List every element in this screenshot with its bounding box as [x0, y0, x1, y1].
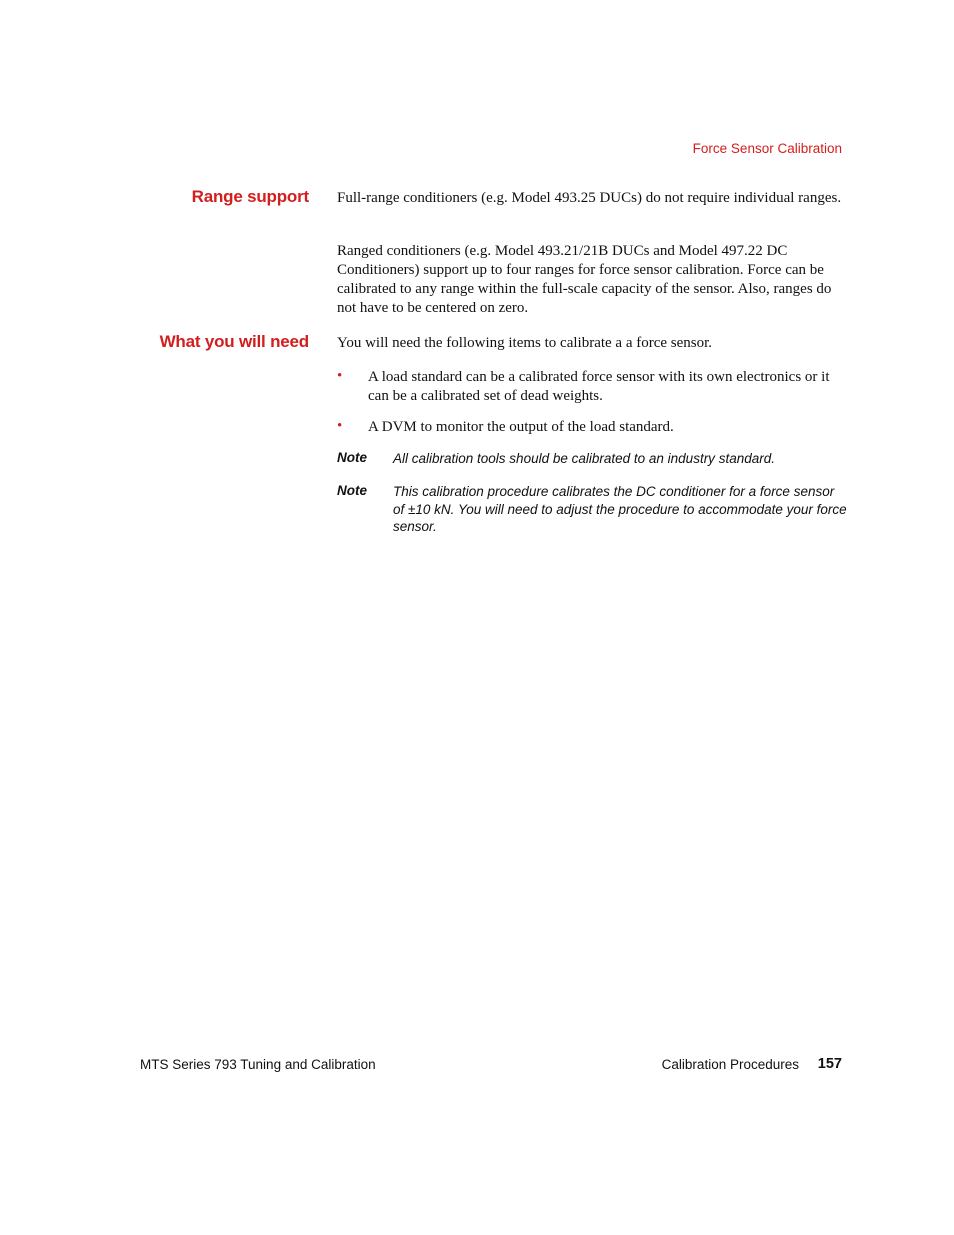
- bullet-icon: •: [337, 368, 343, 384]
- section-heading-range-support: Range support: [191, 187, 309, 206]
- page-number: 157: [817, 1056, 842, 1072]
- range-support-paragraph-1: Full-range conditioners (e.g. Model 493.25 DUCs) do not require individual ranges.: [337, 190, 842, 206]
- note-text-calibration-tools: All calibration tools should be calibrated to an industry standard.: [393, 451, 775, 466]
- list-item-dvm: A DVM to monitor the output of the load standard.: [368, 419, 674, 435]
- note-text-procedure-range: This calibration procedure calibrates the DC conditioner for a force sensor of ±10 kN. You will need to adjust the procedure to accommodate your force sensor.: [393, 484, 847, 534]
- note-label: Note: [337, 483, 367, 498]
- note-label: Note: [337, 450, 367, 465]
- running-header: Force Sensor Calibration: [692, 141, 842, 156]
- footer-chapter-title: Calibration Procedures: [661, 1057, 799, 1072]
- list-item-load-standard: A load standard can be a calibrated force sensor with its own electronics or it can be a calibrated set of dead weights.: [368, 369, 830, 404]
- bullet-icon: •: [337, 418, 343, 434]
- footer-document-title: MTS Series 793 Tuning and Calibration: [140, 1057, 376, 1072]
- range-support-paragraph-2: Ranged conditioners (e.g. Model 493.21/21B DUCs and Model 497.22 DC Conditioners) support up to four ranges for force sensor calibration. Force can be calibrated to any range within the full-scale capacity of the sensor. Also, ranges do not have to be centered on zero.: [337, 243, 832, 316]
- section-heading-what-you-need: What you will need: [159, 332, 309, 351]
- what-you-need-intro: You will need the following items to calibrate a a force sensor.: [337, 335, 713, 351]
